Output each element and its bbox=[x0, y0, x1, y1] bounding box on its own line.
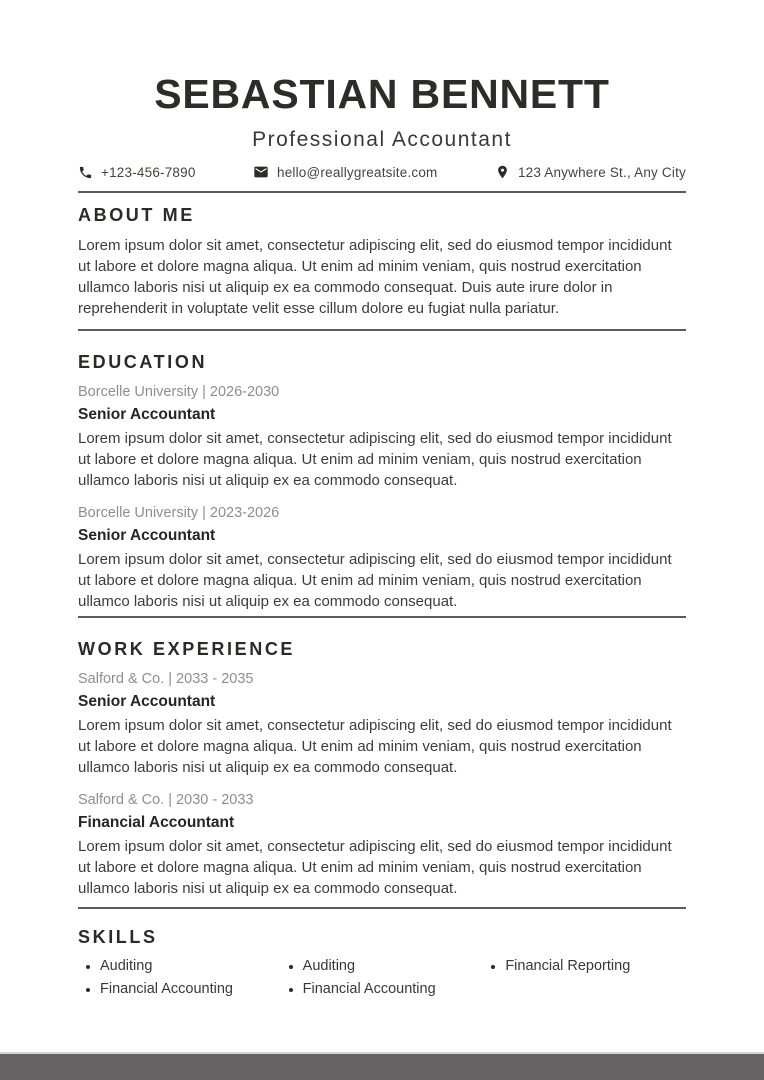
education-entry-text: Lorem ipsum dolor sit amet, consectetur adipiscing elit, sed do eiusmod tempor incididunt ut labore et dolore magna aliqua. Ut enim ad minim veniam, quis nostrud exercitation ullamco laboris nisi ut aliquip ex ea commodo consequat. bbox=[78, 551, 672, 610]
section-about bbox=[78, 204, 686, 319]
skill-item bbox=[483, 959, 686, 974]
footer-bar bbox=[0, 1052, 764, 1080]
education-entry-text: Lorem ipsum dolor sit amet, consectetur adipiscing elit, sed do eiusmod tempor incididunt ut labore et dolore magna aliqua. Ut enim ad minim veniam, quis nostrud exercitation ullamco laboris nisi ut aliquip ex ea commodo consequat. bbox=[78, 430, 672, 489]
bullet-icon bbox=[289, 965, 293, 969]
about-text: Lorem ipsum dolor sit amet, consectetur adipiscing elit, sed do eiusmod tempor incididunt ut labore et dolore magna aliqua. Ut enim ad minim veniam, quis nostrud exercitation ullamco laboris nisi ut aliquip ex ea commodo consequat. Duis aute irure dolor in reprehenderit in voluptate velit esse cillum dolore eu fugiat nulla pariatur. bbox=[78, 237, 672, 317]
education-entry-meta: Borcelle University | 2023-2026 bbox=[78, 505, 280, 521]
contact-phone bbox=[78, 165, 196, 180]
skill-label: Auditing bbox=[100, 958, 153, 974]
person-name: SEBASTIAN BENNETT bbox=[154, 71, 610, 117]
location-pin-icon bbox=[495, 164, 510, 180]
divider bbox=[78, 616, 686, 618]
about-heading: ABOUT ME bbox=[78, 205, 195, 225]
skills-column bbox=[483, 959, 686, 997]
divider bbox=[78, 191, 686, 193]
bullet-icon bbox=[289, 988, 293, 992]
work-entry-title: Financial Accountant bbox=[78, 814, 235, 831]
education-entry bbox=[78, 504, 686, 612]
resume-header bbox=[78, 72, 686, 180]
work-experience-entry bbox=[78, 791, 686, 899]
skill-label: Financial Reporting bbox=[505, 958, 631, 974]
contact-phone-text: +123-456-7890 bbox=[101, 164, 196, 180]
education-entry-title: Senior Accountant bbox=[78, 527, 216, 544]
work-experience-entry bbox=[78, 670, 686, 778]
bullet-icon bbox=[491, 965, 495, 969]
work-experience-heading: WORK EXPERIENCE bbox=[78, 639, 296, 659]
skill-label: Auditing bbox=[302, 958, 356, 974]
skill-item bbox=[281, 982, 484, 997]
bullet-icon bbox=[86, 965, 90, 969]
contact-address bbox=[495, 164, 686, 180]
person-job-title: Professional Accountant bbox=[252, 128, 512, 151]
bullet-icon bbox=[86, 988, 90, 992]
skill-item bbox=[78, 982, 281, 997]
section-work-experience bbox=[78, 638, 686, 899]
contact-email-text: hello@reallygreatsite.com bbox=[276, 164, 438, 180]
skill-item bbox=[78, 959, 281, 974]
skill-item bbox=[281, 959, 484, 974]
section-education bbox=[78, 351, 686, 612]
skills-column bbox=[78, 959, 281, 997]
contact-email bbox=[253, 164, 438, 180]
contact-row bbox=[78, 164, 686, 180]
work-entry-meta: Salford & Co. | 2030 - 2033 bbox=[78, 792, 254, 808]
divider bbox=[78, 329, 686, 331]
skills-column bbox=[281, 959, 484, 997]
contact-address-text: 123 Anywhere St., Any City bbox=[517, 164, 686, 180]
work-entry-text: Lorem ipsum dolor sit amet, consectetur adipiscing elit, sed do eiusmod tempor incididunt ut labore et dolore magna aliqua. Ut enim ad minim veniam, quis nostrud exercitation ullamco laboris nisi ut aliquip ex ea commodo consequat. bbox=[78, 717, 672, 776]
work-entry-meta: Salford & Co. | 2033 - 2035 bbox=[78, 671, 254, 687]
education-entry-title: Senior Accountant bbox=[78, 406, 216, 423]
skills-heading: SKILLS bbox=[78, 927, 158, 947]
work-entry-title: Senior Accountant bbox=[78, 693, 216, 710]
phone-icon bbox=[78, 165, 93, 180]
education-entry-meta: Borcelle University | 2026-2030 bbox=[78, 384, 280, 400]
section-skills bbox=[78, 926, 686, 997]
email-icon bbox=[253, 164, 269, 180]
work-entry-text: Lorem ipsum dolor sit amet, consectetur adipiscing elit, sed do eiusmod tempor incididunt ut labore et dolore magna aliqua. Ut enim ad minim veniam, quis nostrud exercitation ullamco laboris nisi ut aliquip ex ea commodo consequat. bbox=[78, 838, 672, 897]
education-entry bbox=[78, 383, 686, 491]
skill-label: Financial Accounting bbox=[100, 981, 233, 997]
skill-label: Financial Accounting bbox=[302, 981, 436, 997]
skills-grid bbox=[78, 959, 686, 997]
divider bbox=[78, 907, 686, 909]
education-heading: EDUCATION bbox=[78, 352, 208, 372]
